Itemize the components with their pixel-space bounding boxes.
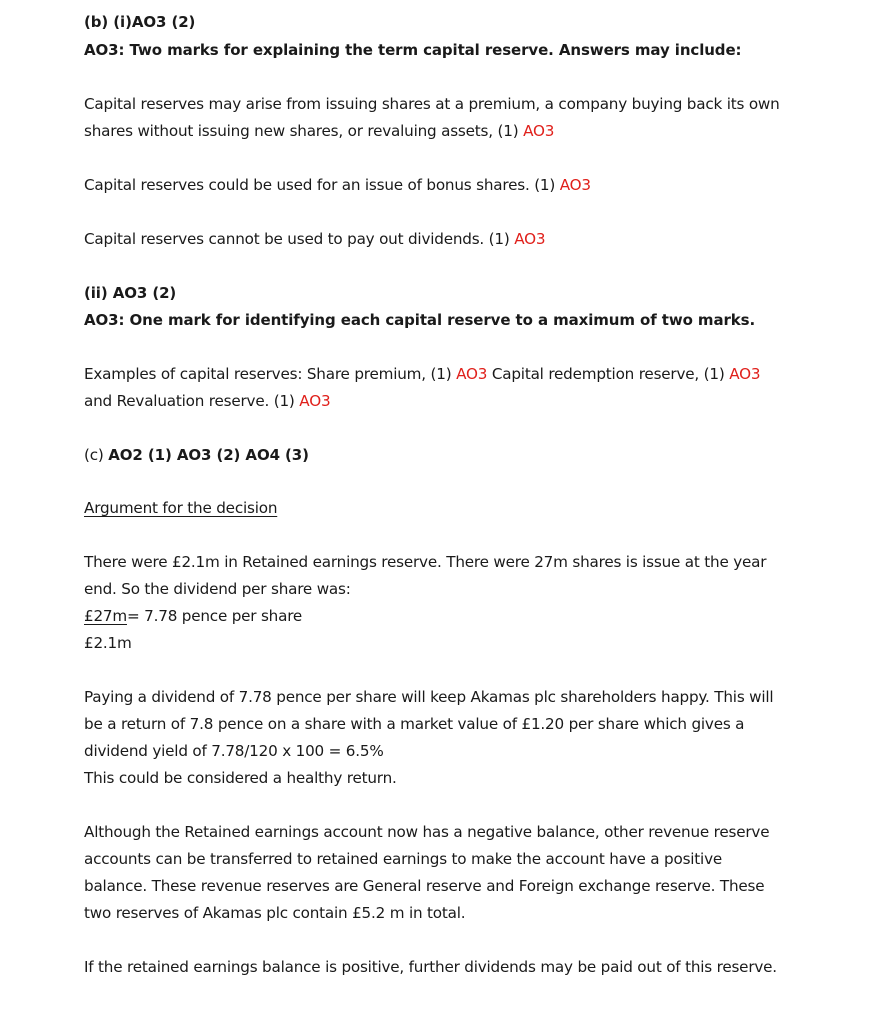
examples-text: Capital redemption reserve, (1) xyxy=(491,365,725,383)
point-text: Capital reserves cannot be used to pay out dividends. (1) xyxy=(84,230,510,248)
b-i-criteria: AO3: Two marks for explaining the term capital reserve. Answers may include: xyxy=(84,41,742,59)
point-text: shares without issuing new shares, or revaluing assets, (1) xyxy=(84,122,519,140)
ao3-mark: AO3 xyxy=(514,230,546,248)
calc-numerator: £27m xyxy=(84,607,127,625)
b-i-point-1-line-1: Capital reserves may arise from issuing shares at a premium, a company buying back its own xyxy=(84,95,780,113)
b-ii-examples-line-2 xyxy=(84,391,330,411)
c-heading xyxy=(84,445,309,465)
c-p3-line-1: Although the Retained earnings account now has a negative balance, other revenue reserve xyxy=(84,823,770,841)
b-ii-criteria: AO3: One mark for identifying each capital reserve to a maximum of two marks. xyxy=(84,311,756,329)
c-p2-line-3: dividend yield of 7.78/120 x 100 = 6.5% xyxy=(84,742,384,760)
c-p4-line-1: If the retained earnings balance is positive, further dividends may be paid out of this reserve. xyxy=(84,958,777,976)
b-ii-heading: (ii) AO3 (2) xyxy=(84,284,177,302)
calc-result: = 7.78 pence per share xyxy=(126,607,303,625)
calc-denominator: £2.1m xyxy=(84,634,132,652)
ao3-mark: AO3 xyxy=(559,176,591,194)
ao3-mark: AO3 xyxy=(729,365,761,383)
c-calc-line xyxy=(84,606,302,626)
c-p2-line-1: Paying a dividend of 7.78 pence per share will keep Akamas plc shareholders happy. This will xyxy=(84,688,774,706)
b-i-heading: (b) (i)AO3 (2) xyxy=(84,13,196,31)
b-i-point-2 xyxy=(84,175,591,195)
point-text: Capital reserves could be used for an issue of bonus shares. (1) xyxy=(84,176,556,194)
examples-text: Examples of capital reserves: Share premium, (1) xyxy=(84,365,452,383)
c-p2-line-4: This could be considered a healthy return. xyxy=(84,769,397,787)
ao3-mark: AO3 xyxy=(299,392,331,410)
c-p1-line-1: There were £2.1m in Retained earnings reserve. There were 27m shares is issue at the year xyxy=(84,553,767,571)
ao3-mark: AO3 xyxy=(523,122,555,140)
c-heading-marks: AO2 (1) AO3 (2) AO4 (3) xyxy=(108,446,309,464)
c-p3-line-3: balance. These revenue reserves are General reserve and Foreign exchange reserve. These xyxy=(84,877,765,895)
c-p3-line-4: two reserves of Akamas plc contain £5.2 m in total. xyxy=(84,904,466,922)
ao3-mark: AO3 xyxy=(456,365,488,383)
c-p3-line-2: accounts can be transferred to retained earnings to make the account have a positive xyxy=(84,850,723,868)
c-p2-line-2: be a return of 7.8 pence on a share with a market value of £1.20 per share which gives a xyxy=(84,715,745,733)
examples-text: and Revaluation reserve. (1) xyxy=(84,392,295,410)
b-i-point-1-line-2 xyxy=(84,121,554,141)
b-ii-examples-line-1 xyxy=(84,364,760,384)
c-heading-prefix: (c) xyxy=(84,446,104,464)
c-p1-line-2: end. So the dividend per share was: xyxy=(84,580,351,598)
argument-title: Argument for the decision xyxy=(84,499,278,517)
b-i-point-3 xyxy=(84,229,545,249)
